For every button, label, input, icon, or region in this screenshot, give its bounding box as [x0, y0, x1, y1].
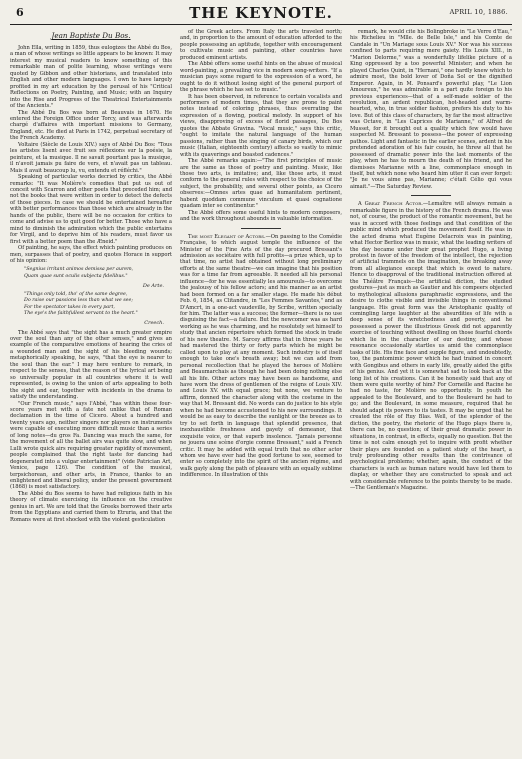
paragraph: Voltaire (Siècle de Louis XIV.) says of Abbé Du Bos: "Tous les artistes lisent avec fruit ses réflexions sur la poésie, la peinture, et la musique. Il ne savait pourtant pas la musique, il n'avoit jamais pu faire de vers, et n'avait pas un tableau. Mais il avait beaucoup lu, vu, entendu et réfléchi." [10, 141, 172, 174]
paragraph: of the Greek actors. From Italy the arts traveled north; and, in proportion to the amount of education afforded to the people possessing an aptitude, together with encouragement to cultivate music and painting, other countries have produced eminent artists. [180, 29, 342, 61]
article-text: —On passing to the Comédie Française, to which august temple the influence of the Minister of the Fine Arts of the day procured Bressant's admission as sociétaire with full profits—a prize which, up to that time, no artist had obtained without long preliminary efforts at the same theatre—we can imagine that his position was for a time far from agreeable. It needed all his personal influence—for he was essentially les amoureuls—to overcome the jealousy of his fellow actors; and his manner as an artist had been formed on a far smaller stage. He made his début Feb. 6, 1854, as Clitandre, in "Les Femmes Savantes," and as D'Amcrt, in a one-act vaudeville, by Scribe, written specially for him. The latter was a success; the former—there is no use disguising the fact—a failure. But the newcomer was as hard working as he was charming, and he resolutely set himself to study that ancien répertoire which formed the stock in trade of his new theatre. M. Sarcey affirms that in three years he had mastered the thirty or forty parts which he might be called upon to play at any moment. Such industry is of itself enough to take one's breath away; but we can add from personal recollection that he played the heroes of Molière and Beaumarchais as though he had been doing nothing else all his life. Other actors may have been as handsome, and have worn the dress of gentlemen of the reigns of Louis XIV. and Louis XV. with equal grace; but none, we venture to affirm, donned the character along with the costume in the way that M. Bressant did. No words can do justice to his style when he had become accustomed to his new surroundings. It would be as easy to describe the sunlight or the breeze as to try to set forth in language that splendid presence, that inexhaustible freshness and gayety of demeanor, that exquisite voice, or that superb insolence. "Jamais personne ne jouera une scène d'orgie comme Bressant," said a French critic. It may be added with equal truth that no other actor whom we have ever had the good fortune to see, seemed to enter so completely into the spirit of the ancien régime, and walk gayly along the path of pleasure with an equally sublime indifference. In illustration of this [180, 233, 342, 479]
verse-line: Do raise our passions less than what we see; [24, 298, 133, 304]
column-1 [10, 29, 172, 756]
paragraph: Of painting, he says, the effect which painting produces on men, surpasses that of poetry, and quotes Horace in support of his opinion: [10, 245, 172, 264]
verse-line: "Things only told, tho' of the same degree, [24, 292, 128, 298]
paragraph: The Abbé remarks again:—"The first principles of music are the same as those of poetry and painting. Music, like those two arts, is imitative; and, like those arts, it must conform to the general rules with respect to the choice of the subject, the probability, and several other points, as Cicero observes:—Omnes artes quae ad humanitatem pertinent, habent quoddam commune vinculum et quasi cognatione quadam inter se continentur." [180, 158, 342, 210]
page-number: 6 [16, 6, 24, 19]
paragraph [180, 234, 342, 479]
section-divider [241, 228, 281, 229]
verse-line: Quam quae sunt oculis subjecta fidelibus." [24, 273, 128, 279]
verse-quote [24, 292, 172, 317]
article-text: —Lemaître will always remain a remarkable figure in the history of the French drama. He was not, of course, the product of the romantic movement, but he was in accord with those feelings and that condition of the public mind which produced the movement itself. He was in the acted drama what Eugène Delacroix was in painting, what Hector Berlioz was in music, what the leading writers of the day became under their great prophet Hugo, a living protest in favor of the freedom of the intellect, the rejection of artificial trammels on the imagination, the breaking away from all allegiance except that which is owed to nature. Hence to disapproval of the traditional instruction offered at the Théâtre Français—the artificial diction, the studied gestures—just as much as Gautier and his compeers objected to mythological allusions paraphrastic expressions, and the desire to clothe visible and invisible things in conventional language. His great form was the Aristophanic quality of comingling large laughter at the absurdities of life with a deep sense of its wretchedness and poverty, and he possessed a power the illustrious Greek did not apparently exercise of touching without dwelling on those fearful chords which lie in the character of our destiny, and whose resonance occasionally startles us amid the commonplace tasks of life. His fine face and supple figure, and undoubtedly, too, the pantomimic power which he had trained in concert with Gongibus and others in early life, greatly aided the gifts of his genius. And yet it is somewhat sad to look back at the long list of his creations. Can it be honestly said that any of them were quite worthy of him? For Corneille and Racine he had no taste, for Molière no opportunity. In youth he appealed to the Boulevard, and to the Boulevard he had to go; and the Boulevard, in some measure, required that he should adapt its powers to its tastes. It may be urged that he created the rôle of Ruy Blas. Well, of the splendor of the diction, the poetry, the rhetoric of the Hugo plays there is, there can be, no question; of their great dramatic power in situations, in contrast, in effects, equally no question. But the time is not calm enough yet to inquire with profit whether their plays are founded on a patient study of the heart, a truly profounding other results than the contrivance of psychological problems; whether, again, the conduct of the characters is such as human nature would have led them to display, or whether they are constructed to speak and act with considerable reference to the points thereby to be made.—The Gentleman's Magazine. [350, 201, 512, 492]
masthead [10, 4, 512, 25]
paragraph: The Abbé says that "the sight has a much greater empire over the soul than any of the other senses," and gives an example of the comparative emotions of hearing the cries of a wounded man and the sight of his bleeding wounds; metaphorically speaking, he says, "that the eye is nearer to the soul than the ear." I may here venture to remark, in respect to the senses, that the reason of the lyrical art being so universally popular in all countries where it is well represented, is owing to the union of arts appealing to both the sight and ear, together with incidents in the drama to satisfy the understanding. [10, 329, 172, 401]
column-3 [350, 29, 512, 756]
article-lead: The most Elegant of Actors. [188, 233, 266, 240]
paragraph: "Our French music," says l'Abbé, "has within these four-score years met with a fate not unlike that of Roman declamation in the time of Cicero. About a hundred and twenty years ago, neither singers nor players on instruments were capable of executing more difficult music than a series of long notes—du gros Fa. Dancing was much the same, for the movement of all the ballet airs was quite slow, and when Lulli wrote quick airs requiring greater rapidity of movement, people complained that the right taste for dancing had degenerated into a vulgar entertainment" (vide Patrician Art, Venice, page 126). The condition of the musical, terpsichorean, and other arts, in France, thanks to an enlightened and liberal policy, under the present government (1868) is most satisfactory. [10, 400, 172, 491]
section-divider [411, 195, 451, 196]
column-2 [180, 29, 342, 756]
paragraph: The Abbé offers some useful hints on the abuse of musical word-painting, a prevailing vice in modern song-writers. "If a musician pays some regard to the expression of a word, he ought to do it without losing sight of the general purport of the phrase which he has set to music." [180, 61, 342, 94]
verse-line: "Segnius irritant animos demissa per aurem, [24, 267, 134, 273]
verse-attribution: De Arte. [142, 282, 164, 289]
paragraph: Speaking of particular works decried by critics, the Abbé remarks: "It was Molière's comedies that put us out of conceit with Scarron and other poets that preceded him; and not the books that were written in order to detect the defects of those pieces. In case we should be entertained hereafter with better performances than those which are already in the hands of the public, there will be no occasion for critics to come and advise us to quit good for better. Those who have a mind to diminish the admiration which the public entertains for Virgil, and to deprive him of his readers, must favor us first with a better poem than the Æneid." [10, 174, 172, 245]
article-columns [10, 25, 512, 756]
verse-line: For the spectator takes in every part, [24, 304, 115, 310]
verse-line: The eye's the faithfullest servant to the heart." [24, 310, 138, 316]
paragraph: The Abbé Du Bos was born at Beauvais in 1670. He entered the Foreign Office under Torcy, and was afterwards chargé d'affaires with important missions to Germany, England, etc. He died at Paris in 1742, perpetual secretary of the French Academy. [10, 109, 172, 142]
article-lead: A Great French Actor. [358, 201, 423, 208]
paragraph: The Abbé du Bos seems to have had religious faith in his theory of climate exercising its influence on the creative genius in art. We are told that the Greeks borrowed their arts from the Egyptians and carried them to Etruria, and that the Romans were at first shocked with the violent gesticulation [10, 490, 172, 523]
verse-quote [24, 267, 172, 279]
article-title: Jean Baptiste Du Bos. [51, 31, 131, 40]
paragraph: remark, he would cite his Bolingbroke in "Le Verre d'Eau," his Richelieu in "Mlle. de Belle Isle," and his Comte de Candale in "Un Mariage sous Louis XV." Nor was his success confined to parts requiring mere gaiety. His Louis XIII., in "Marion Delorme," was a wonderfully lifelike picture of a King oppressed by a too powerful Minister; and when he played Charles Quint, in "Hernani," one hardly knew which to admire most, the bold lover of Doña Sol or the dignified Emperor. Again, in M. Ponsard's powerful play, "Le Lion Amoureux," he was admirable in a part quite foreign to his previous experiences—that of a self-made soldier of the revolution, an ardent republican, hot-headed and warm-hearted, who, in true soldier fashion, prefers his duty to his love. But of this class of characters, by far the most attractive was Octave, in "Les Caprices de Marianne," of Alfred de Musset, for it brought out a quality which few would have suspected M. Bressant to possess—the power of expressing pathos. Light and fantastic in the earlier scenes, ardent in his pretended adoration of his fair cousin, he threw all that he possessed of dramatic power into the last moments of the play, when he has to mourn the death of his friend, and he dismisses Marianne with a line, commonplace enough in itself, but which none who heard him utter it can ever forget: "Je ne vous aime pas, Marianne; c'était Célio qui vous aimait."—The Saturday Review. [350, 29, 512, 190]
verse-attribution: Creech. [144, 320, 164, 327]
issue-date: APRIL 10, 1886. [449, 8, 508, 16]
paragraph: John Ella, writing in 1859, thus eulogizes the Abbé du Bos, a man of whose writings so little appears to be known: It may interest my musical readers to know something of this remarkable man of polite learning, whose writings were quoted by Gibbon and other historians, and translated into English and other modern languages. I own to have largely profited in my art education by the perusal of his "Critical Reflections on Poetry, Painting, and Music; with an Inquiry into the Rise and Progress of the Theatrical Entertainments of the Ancients." [10, 45, 172, 110]
paragraph: The Abbé offers some useful hints to modern composers, and the work throughout abounds in valuable information. [180, 209, 342, 223]
paragraph: It has been observed, in reference to certain vocalists and performers of modern times, that they are prone to paint notes instead of coloring phrases, thus overrating the expression of a flowing, poetical melody. In support of his views, disapproving of excess of florid passages, Du Bos quotes the Abbate Gravina. "Vocal music," says this critic, "ought to imitate the natural language of the human passions, rather than the singing of canary birds, which our music (Italian, eighteenth century) affects so vastly to mimic with its quaverings and boasted cadences." [180, 93, 342, 158]
paper-title: THE KEYNOTE. [189, 4, 333, 22]
paragraph [350, 201, 512, 491]
